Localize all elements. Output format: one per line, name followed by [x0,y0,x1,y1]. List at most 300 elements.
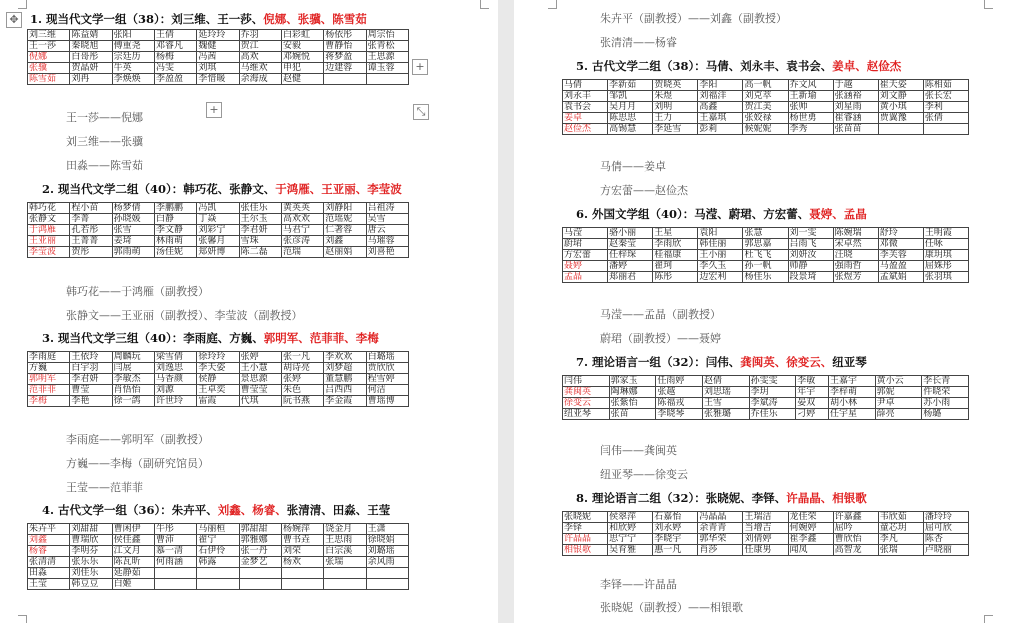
table-cell-student[interactable]: 李惜暖 [197,74,239,85]
table-cell-advisor[interactable]: 于鸿雁 [28,225,70,236]
table-cell-student[interactable]: 李阳 [698,80,743,91]
table-cell-student[interactable]: 韩佳丽 [698,239,743,250]
table-cell-advisor[interactable]: 李铎 [563,523,608,534]
table-cell-student[interactable]: 乔文风 [788,80,833,91]
table-cell-student[interactable]: 潘玲玲 [923,512,968,523]
table-cell-student[interactable]: 王明霞 [923,228,968,239]
table-cell-student[interactable]: 徐玲玲 [197,352,239,363]
table-cell-student[interactable]: 冯凯 [197,203,239,214]
table-cell-student[interactable] [878,124,923,135]
table-cell-student[interactable]: 马盈盈 [878,261,923,272]
table-cell-student[interactable]: 屈吟 [833,523,878,534]
table-cell-student[interactable]: 唐云 [366,225,408,236]
table-cell-advisor[interactable]: 李梅 [28,396,70,407]
table-cell-advisor[interactable]: 方巍 [28,363,70,374]
table-cell-student[interactable]: 当增吉 [743,523,788,534]
table-cell-student[interactable]: 王依玲 [70,352,112,363]
section-8-table[interactable] [562,511,969,556]
table-cell-student[interactable]: 李梓萌 [828,387,875,398]
table-cell-student[interactable]: 侯佳鑫 [112,535,154,546]
table-cell-student[interactable]: 张一凡 [281,352,323,363]
table-cell-student[interactable]: 任咏 [923,239,968,250]
table-cell-student[interactable]: 年宇 [796,387,829,398]
table-cell-student[interactable]: 余风雨 [366,557,408,568]
table-cell-student[interactable]: 何婉婷 [788,523,833,534]
table-cell-student[interactable]: 刘静阳 [324,203,366,214]
table-cell-advisor[interactable]: 刘三维 [28,30,70,41]
table-cell-student[interactable]: 韩豆豆 [70,579,112,590]
table-cell-student[interactable]: 赵秦莹 [608,239,653,250]
table-cell-student[interactable]: 李芙蓉 [878,250,923,261]
table-cell-student[interactable]: 朱色 [281,385,323,396]
table-cell-student[interactable]: 延玲玲 [197,30,239,41]
table-cell-student[interactable]: 王潇 [366,524,408,535]
table-cell-student[interactable]: 张紫怡 [609,398,656,409]
table-cell-student[interactable]: 刘永婷 [653,523,698,534]
section-3-table[interactable] [27,351,409,407]
table-cell-student[interactable]: 龙佳荣 [788,512,833,523]
table-cell-student[interactable]: 张涵裕 [833,91,878,102]
table-cell-student[interactable]: 贺江 [239,41,281,52]
table-cell-advisor[interactable]: 纽亚琴 [563,409,610,420]
table-cell-student[interactable]: 屈可欣 [923,523,968,534]
table-cell-advisor[interactable]: 赵俭杰 [563,124,608,135]
table-cell-advisor[interactable]: 朱卉平 [28,524,70,535]
table-cell-student[interactable]: 李敏杰 [112,374,154,385]
table-cell-student[interactable]: 陈二磊 [239,247,281,258]
table-cell-student[interactable]: 范瑶妮 [324,214,366,225]
table-cell-student[interactable]: 邹凯 [608,91,653,102]
table-cell-advisor[interactable]: 张清清 [28,557,70,568]
table-cell-student[interactable]: 孙晓媛 [112,214,154,225]
table-cell-student[interactable]: 宋卓然 [833,239,878,250]
table-cell-student[interactable]: 刘喜艳 [366,247,408,258]
table-cell-student[interactable]: 许世玲 [154,396,196,407]
table-cell-student[interactable]: 刁婷 [796,409,829,420]
table-cell-advisor[interactable]: 张静文 [28,214,70,225]
table-cell-student[interactable]: 李鹏鹏 [154,203,196,214]
table-cell-student[interactable]: 舒玲 [878,228,923,239]
table-cell-student[interactable]: 王小丽 [698,250,743,261]
table-cell-student[interactable]: 白宇羽 [70,363,112,374]
table-cell-student[interactable]: 张慧 [743,228,788,239]
table-cell-student[interactable]: 冯雯 [154,63,196,74]
table-cell-student[interactable]: 曹闲伊 [112,524,154,535]
table-cell-advisor[interactable]: 相银歌 [563,545,608,556]
table-cell-student[interactable]: 谭玉蓉 [366,63,408,74]
table-cell-student[interactable] [197,579,239,590]
table-cell-student[interactable]: 张一丹 [239,546,281,557]
table-cell-student[interactable]: 刘明 [653,102,698,113]
table-cell-student[interactable]: 李焕焕 [112,74,154,85]
table-cell-student[interactable]: 王嘉琪 [698,113,743,124]
table-cell-advisor[interactable]: 聂婷 [563,261,608,272]
table-cell-student[interactable]: 刘甜甜 [70,524,112,535]
table-cell-student[interactable]: 高欢 [239,52,281,63]
table-cell-student[interactable]: 贺晶妍 [70,63,112,74]
table-cell-student[interactable]: 屈姝彤 [923,261,968,272]
table-cell-student[interactable]: 牛彤 [154,524,196,535]
table-cell-student[interactable] [366,579,408,590]
table-cell-advisor[interactable]: 马倩 [563,80,608,91]
table-cell-student[interactable]: 董慧鹏 [324,374,366,385]
table-cell-advisor[interactable]: 刘鑫 [28,535,70,546]
table-cell-student[interactable]: 黄小琪 [878,102,923,113]
table-cell-student[interactable]: 何洁 [366,385,408,396]
table-cell-student[interactable]: 郭华荣 [698,534,743,545]
table-cell-student[interactable]: 饶金月 [324,524,366,535]
table-cell-student[interactable]: 慕一清 [154,546,196,557]
table-cell-student[interactable]: 张倩 [923,113,968,124]
table-cell-student[interactable]: 杨梅 [154,52,196,63]
table-cell-student[interactable]: 徐晓娟 [366,535,408,546]
table-cell-student[interactable]: 李菁 [70,214,112,225]
table-cell-student[interactable]: 刘彩宁 [197,225,239,236]
table-cell-student[interactable]: 师静 [788,261,833,272]
table-cell-student[interactable]: 王瑞洁 [743,512,788,523]
table-cell-advisor[interactable]: 王莹 [28,579,70,590]
table-cell-student[interactable] [324,74,366,85]
table-cell-student[interactable]: 曹欣怡 [833,534,878,545]
table-cell-student[interactable]: 刘鑫 [324,236,366,247]
table-cell-student[interactable]: 仁著蓉 [324,225,366,236]
table-cell-student[interactable]: 梁雪倩 [154,352,196,363]
table-cell-student[interactable]: 张帅 [788,102,833,113]
table-cell-student[interactable]: 景思源 [239,374,281,385]
table-cell-student[interactable]: 李玥 [749,387,796,398]
table-cell-student[interactable]: 王力 [653,113,698,124]
table-cell-student[interactable]: 朱煜 [653,91,698,102]
table-cell-student[interactable]: 曹书垚 [281,535,323,546]
table-cell-student[interactable]: 曹沛 [154,535,196,546]
table-cell-student[interactable]: 马君宁 [281,225,323,236]
table-cell-student[interactable]: 范瑞 [281,247,323,258]
table-cell-student[interactable]: 申犯 [281,63,323,74]
table-cell-student[interactable]: 贺晓英 [653,80,698,91]
table-cell-student[interactable]: 程雪婷 [366,374,408,385]
table-cell-student[interactable]: 李天姿 [197,363,239,374]
table-cell-student[interactable]: 王思源 [366,52,408,63]
table-cell-student[interactable] [239,579,281,590]
table-cell-student[interactable]: 张苗苗 [833,124,878,135]
table-cell-student[interactable]: 王倩 [154,30,196,41]
table-cell-student[interactable]: 刘妍汝 [788,250,833,261]
table-cell-student[interactable]: 李君妍 [239,225,281,236]
table-cell-student[interactable]: 和欣婷 [608,523,653,534]
table-cell-student[interactable]: 李雨欣 [653,239,698,250]
table-cell-advisor[interactable]: 龚闽英 [563,387,610,398]
table-cell-student[interactable]: 李新茹 [608,80,653,91]
table-cell-student[interactable]: 赵丽娟 [324,247,366,258]
table-cell-advisor[interactable]: 许晶晶 [563,534,608,545]
table-cell-student[interactable]: 赵健 [281,74,323,85]
table-cell-student[interactable]: 代琪 [239,396,281,407]
table-cell-student[interactable]: 任康男 [743,545,788,556]
table-cell-student[interactable]: 白姬 [112,579,154,590]
table-cell-student[interactable]: 闫展 [112,363,154,374]
table-cell-student[interactable]: 杜飞飞 [743,250,788,261]
table-cell-student[interactable]: 马丽桓 [197,524,239,535]
table-cell-student[interactable]: 候妮妮 [743,124,788,135]
table-cell-student[interactable]: 阮书燕 [281,396,323,407]
table-cell-student[interactable]: 贾欣欣 [366,363,408,374]
table-cell-student[interactable]: 丁焱 [197,214,239,225]
table-cell-student[interactable]: 张姣禄 [743,113,788,124]
table-cell-student[interactable]: 陈相茹 [923,80,968,91]
table-add-row-button[interactable]: + [206,102,222,118]
table-cell-student[interactable]: 马香颜 [154,374,196,385]
table-cell-student[interactable]: 徐一鸽 [112,396,154,407]
table-cell-student[interactable]: 尹卓 [875,398,922,409]
table-cell-student[interactable]: 李凡 [878,534,923,545]
table-cell-student[interactable]: 姜琦 [112,236,154,247]
table-cell-student[interactable]: 杨梦倩 [112,203,154,214]
table-cell-student[interactable]: 孟斌娟 [878,272,923,283]
table-cell-student[interactable]: 张婷 [281,374,323,385]
table-cell-student[interactable]: 张越 [656,387,703,398]
table-cell-student[interactable]: 刘逸思 [154,363,196,374]
table-cell-student[interactable]: 李金霞 [324,396,366,407]
table-cell-student[interactable]: 张婷 [239,352,281,363]
table-cell-student[interactable] [281,579,323,590]
table-cell-student[interactable]: 王卓奕 [197,385,239,396]
table-cell-student[interactable]: 刘佳乐 [70,568,112,579]
table-cell-student[interactable]: 李君妍 [70,374,112,385]
table-cell-student[interactable]: 赵倩 [702,376,749,387]
table-cell-student[interactable]: 肖莎 [698,545,743,556]
table-cell-advisor[interactable]: 马滢 [563,228,608,239]
table-cell-student[interactable]: 陈婉瑞 [833,228,878,239]
table-cell-advisor[interactable]: 孟晶 [563,272,608,283]
table-cell-student[interactable]: 白哥彤 [70,52,112,63]
table-cell-student[interactable]: 李艳 [70,396,112,407]
table-cell-student[interactable]: 冯茜 [197,52,239,63]
table-cell-student[interactable]: 王菁菁 [70,236,112,247]
table-cell-student[interactable]: 刘倩婷 [743,534,788,545]
table-cell-student[interactable]: 郭雨萌 [112,247,154,258]
table-cell-student[interactable]: 王雪 [702,398,749,409]
table-cell-student[interactable]: 陈福戎 [656,398,703,409]
table-cell-student[interactable]: 杨欢 [281,557,323,568]
table-cell-student[interactable]: 思宁宁 [608,534,653,545]
table-cell-student[interactable]: 李欢欢 [324,352,366,363]
table-cell-student[interactable]: 高智龙 [833,545,878,556]
table-cell-advisor[interactable]: 李雨庭 [28,352,70,363]
table-cell-student[interactable]: 宗廷历 [112,52,154,63]
table-cell-student[interactable]: 李长青 [922,376,969,387]
table-cell-student[interactable]: 陈瓦昕 [112,557,154,568]
table-cell-student[interactable]: 刘一雯 [788,228,833,239]
table-cell-student[interactable]: 崔天姿 [878,80,923,91]
table-cell-advisor[interactable]: 倪娜 [28,52,70,63]
table-cell-student[interactable]: 杨璐 [922,409,969,420]
table-cell-advisor[interactable]: 闫伟 [563,376,610,387]
table-cell-student[interactable]: 郑妍博 [197,247,239,258]
table-cell-student[interactable]: 林雨萌 [154,236,196,247]
table-cell-student[interactable]: 孙雯雯 [749,376,796,387]
table-cell-student[interactable]: 李斌涛 [749,398,796,409]
table-cell-advisor[interactable]: 李莹波 [28,247,70,258]
section-5-table[interactable] [562,79,969,135]
table-cell-advisor[interactable]: 王亚丽 [28,236,70,247]
table-cell-student[interactable]: 边宏利 [698,272,743,283]
table-cell-student[interactable]: 李文静 [154,225,196,236]
table-cell-student[interactable]: 高鑫 [698,102,743,113]
table-cell-student[interactable]: 张羽琪 [923,272,968,283]
table-cell-student[interactable]: 刘克萃 [743,91,788,102]
table-cell-student[interactable]: 张乐乐 [70,557,112,568]
table-cell-student[interactable]: 闻凤 [788,545,833,556]
table-cell-student[interactable]: 郭思嘉 [743,239,788,250]
table-cell-student[interactable]: 周宗怡 [366,30,408,41]
table-cell-student[interactable]: 李盈盈 [154,74,196,85]
table-cell-student[interactable] [324,568,366,579]
table-cell-student[interactable]: 王新瑜 [788,91,833,102]
table-cell-student[interactable]: 王思雨 [324,535,366,546]
table-cell-student[interactable]: 刘琪 [197,63,239,74]
table-cell-student[interactable]: 秦晓旭 [70,41,112,52]
table-cell-student[interactable]: 余青青 [698,523,743,534]
table-cell-student[interactable] [239,568,281,579]
table-cell-student[interactable]: 张苗 [609,409,656,420]
table-cell-student[interactable]: 曹静怡 [324,41,366,52]
table-cell-student[interactable]: 崔李鑫 [788,534,833,545]
table-cell-student[interactable]: 吕雨飞 [788,239,833,250]
table-cell-student[interactable]: 王尔玉 [239,214,281,225]
table-resize-handle[interactable]: ⤡ [413,104,429,120]
table-cell-student[interactable]: 强雨哲 [833,261,878,272]
table-cell-student[interactable]: 刘荣 [281,546,323,557]
table-cell-student[interactable]: 马维欢 [239,63,281,74]
table-cell-student[interactable]: 任宇星 [828,409,875,420]
table-cell-student[interactable] [366,74,408,85]
table-cell-student[interactable]: 任梓琛 [608,250,653,261]
table-cell-advisor[interactable]: 张晓妮 [563,512,608,523]
table-cell-student[interactable]: 侯静 [197,374,239,385]
table-cell-student[interactable]: 肖悟怡 [112,385,154,396]
table-cell-student[interactable]: 安毅 [281,41,323,52]
table-cell-student[interactable]: 冯晶晶 [698,512,743,523]
table-cell-student[interactable]: 韦欣茹 [878,512,923,523]
table-cell-student[interactable]: 吴育雅 [608,545,653,556]
table-cell-advisor[interactable]: 姜卓 [563,113,608,124]
table-cell-student[interactable]: 程小苗 [70,203,112,214]
table-cell-student[interactable]: 黄英英 [281,203,323,214]
table-cell-student[interactable]: 薛亮 [875,409,922,420]
table-cell-student[interactable]: 张瑞 [878,545,923,556]
table-cell-student[interactable]: 曹瑶博 [366,396,408,407]
table-cell-student[interactable]: 邓睿凡 [154,41,196,52]
table-cell-student[interactable]: 杨婉萍 [281,524,323,535]
table-cell-student[interactable]: 刘冉 [70,74,112,85]
table-cell-student[interactable]: 杨世勇 [788,113,833,124]
table-cell-student[interactable]: 惠一凡 [653,545,698,556]
table-cell-student[interactable]: 崔睿涵 [833,113,878,124]
section-2-table[interactable] [27,202,409,258]
section-4-table[interactable] [27,523,409,590]
table-cell-student[interactable]: 李秀 [788,124,833,135]
table-cell-student[interactable]: 张长宏 [923,91,968,102]
table-cell-student[interactable]: 刘璐瑶 [366,546,408,557]
table-cell-student[interactable]: 郭甜甜 [239,524,281,535]
table-cell-student[interactable]: 陈杏 [923,534,968,545]
table-cell-student[interactable]: 陶琳娜 [609,387,656,398]
table-cell-student[interactable]: 白彩虹 [281,30,323,41]
section-1-table[interactable] [27,29,409,85]
table-cell-student[interactable]: 吕西西 [324,385,366,396]
table-cell-advisor[interactable]: 范菲菲 [28,385,70,396]
table-cell-student[interactable]: 高欢欢 [281,214,323,225]
table-move-handle[interactable]: ✥ [6,12,22,28]
table-cell-student[interactable]: 曹莹莹 [239,385,281,396]
table-cell-student[interactable]: 王小慧 [239,363,281,374]
table-cell-student[interactable]: 张瑞 [324,557,366,568]
table-cell-advisor[interactable]: 陈雪茹 [28,74,70,85]
table-cell-student[interactable]: 段景琦 [788,272,833,283]
table-cell-student[interactable]: 魏健 [197,41,239,52]
table-cell-student[interactable]: 石伊伶 [197,546,239,557]
table-cell-student[interactable]: 翟宁 [197,535,239,546]
table-cell-student[interactable]: 傅重尧 [112,41,154,52]
table-cell-advisor[interactable]: 王一莎 [28,41,70,52]
table-cell-student[interactable]: 马璀蓉 [366,236,408,247]
table-cell-student[interactable]: 乔羽 [239,30,281,41]
table-cell-student[interactable]: 白宗溪 [324,546,366,557]
table-cell-student[interactable] [197,568,239,579]
table-cell-student[interactable]: 张彦涛 [281,236,323,247]
table-add-column-button[interactable]: + [412,59,428,75]
table-cell-student[interactable]: 韩露 [197,557,239,568]
table-cell-student[interactable]: 刘福洋 [698,91,743,102]
table-cell-student[interactable]: 翟珂 [653,261,698,272]
table-cell-student[interactable]: 李延雪 [653,124,698,135]
table-cell-advisor[interactable]: 田淼 [28,568,70,579]
table-cell-student[interactable] [154,579,196,590]
table-cell-student[interactable]: 张阳 [112,30,154,41]
table-cell-student[interactable]: 于越 [833,80,878,91]
table-cell-student[interactable]: 孔若彤 [70,225,112,236]
table-cell-student[interactable]: 雪珠 [239,236,281,247]
table-cell-student[interactable]: 任雨婷 [656,376,703,387]
table-cell-student[interactable]: 彭莉 [698,124,743,135]
table-cell-advisor[interactable]: 袁书会 [563,102,608,113]
table-cell-advisor[interactable]: 张骥 [28,63,70,74]
table-cell-student[interactable]: 牛英 [112,63,154,74]
table-cell-student[interactable]: 贺江美 [743,102,788,113]
table-cell-student[interactable]: 白璐瑶 [366,352,408,363]
table-cell-student[interactable]: 胡诗亮 [281,363,323,374]
table-cell-student[interactable]: 晏双 [796,398,829,409]
table-cell-student[interactable]: 桂福康 [653,250,698,261]
table-cell-student[interactable]: 邓婉悦 [281,52,323,63]
table-cell-student[interactable]: 高一帆 [743,80,788,91]
table-cell-student[interactable]: 金梦艺 [239,557,281,568]
table-cell-student[interactable]: 高锡慧 [608,124,653,135]
table-cell-student[interactable]: 陈思思 [608,113,653,124]
table-cell-student[interactable]: 刘梦超 [324,363,366,374]
table-cell-student[interactable] [324,579,366,590]
table-cell-student[interactable]: 件晓荣 [922,387,969,398]
table-cell-student[interactable]: 贾翼豫 [878,113,923,124]
table-cell-advisor[interactable]: 韩巧花 [28,203,70,214]
table-cell-student[interactable]: 乔佳乐 [749,409,796,420]
table-cell-student[interactable]: 李晓琴 [656,409,703,420]
table-cell-student[interactable]: 康玥琪 [923,250,968,261]
table-cell-student[interactable]: 陈彤 [653,272,698,283]
table-cell-student[interactable]: 李利 [923,102,968,113]
table-cell-student[interactable]: 何雨涵 [154,557,196,568]
table-cell-student[interactable]: 郭雅娜 [239,535,281,546]
